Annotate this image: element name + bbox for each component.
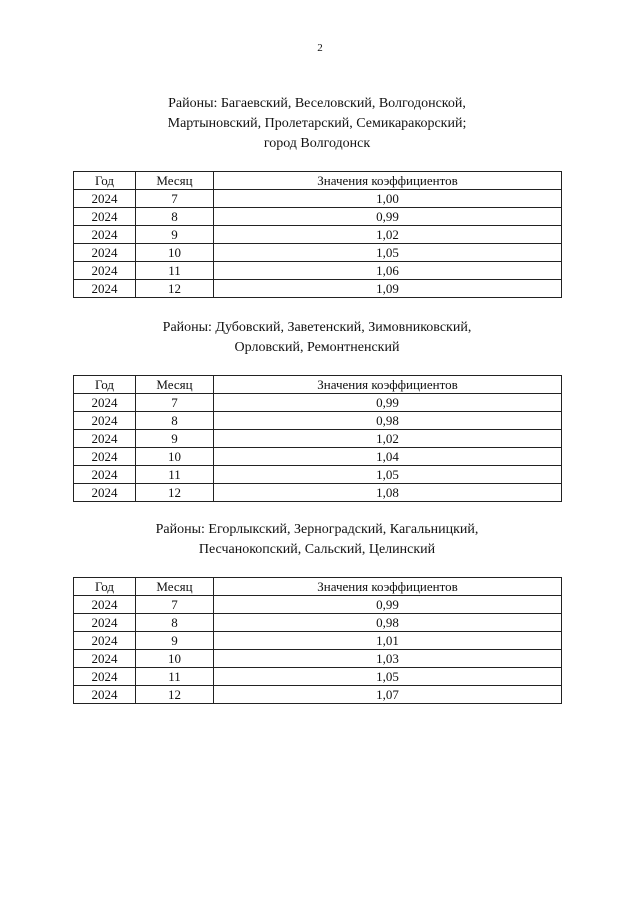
cell-year: 2024 [74,190,136,208]
district-group-2 [73,318,561,502]
district-heading [73,94,561,154]
table-row [74,686,562,704]
header-year: Год [74,578,136,596]
coefficients-table [73,171,562,298]
cell-value: 1,02 [214,430,562,448]
cell-value: 0,99 [214,394,562,412]
table-row [74,430,562,448]
cell-value: 1,09 [214,280,562,298]
header-month: Месяц [136,578,214,596]
heading-line: город Волгодонск [263,136,371,151]
cell-year: 2024 [74,668,136,686]
heading-line: Районы: Багаевский, Веселовский, Волгодонской, [168,96,466,111]
cell-year: 2024 [74,280,136,298]
cell-year: 2024 [74,244,136,262]
cell-year: 2024 [74,412,136,430]
cell-value: 1,05 [214,668,562,686]
table-row [74,668,562,686]
table-row [74,448,562,466]
cell-value: 1,05 [214,244,562,262]
table-row [74,226,562,244]
cell-year: 2024 [74,596,136,614]
header-year: Год [74,172,136,190]
table-row [74,596,562,614]
cell-month: 10 [136,650,214,668]
cell-month: 7 [136,190,214,208]
cell-year: 2024 [74,208,136,226]
cell-month: 9 [136,226,214,244]
cell-value: 0,99 [214,596,562,614]
cell-month: 10 [136,244,214,262]
table-row [74,412,562,430]
cell-month: 12 [136,484,214,502]
coefficients-table [73,375,562,502]
cell-month: 12 [136,686,214,704]
cell-year: 2024 [74,614,136,632]
table-header-row [74,172,562,190]
heading-line: Районы: Дубовский, Заветенский, Зимовниковский, [162,320,472,335]
cell-month: 10 [136,448,214,466]
table-row [74,244,562,262]
table-row [74,262,562,280]
heading-line: Орловский, Ремонтненский [234,340,400,355]
district-group-3 [73,520,561,704]
cell-month: 12 [136,280,214,298]
cell-value: 1,01 [214,632,562,650]
cell-month: 8 [136,412,214,430]
district-heading [73,318,561,358]
cell-value: 1,04 [214,448,562,466]
table-row [74,484,562,502]
header-value: Значения коэффициентов [214,172,562,190]
cell-month: 7 [136,394,214,412]
cell-month: 8 [136,208,214,226]
cell-value: 1,08 [214,484,562,502]
table-row [74,190,562,208]
cell-year: 2024 [74,226,136,244]
cell-year: 2024 [74,394,136,412]
table-row [74,632,562,650]
cell-value: 1,02 [214,226,562,244]
cell-month: 11 [136,668,214,686]
cell-year: 2024 [74,430,136,448]
cell-year: 2024 [74,686,136,704]
cell-value: 1,03 [214,650,562,668]
header-month: Месяц [136,172,214,190]
cell-value: 0,98 [214,614,562,632]
district-group-1 [73,94,561,298]
cell-month: 9 [136,632,214,650]
cell-year: 2024 [74,632,136,650]
cell-year: 2024 [74,466,136,484]
header-value: Значения коэффициентов [214,376,562,394]
table-header-row [74,578,562,596]
table-header-row [74,376,562,394]
table-row [74,208,562,226]
cell-year: 2024 [74,262,136,280]
cell-year: 2024 [74,448,136,466]
cell-month: 8 [136,614,214,632]
table-row [74,614,562,632]
heading-line: Мартыновский, Пролетарский, Семикаракорский; [167,116,467,131]
cell-year: 2024 [74,650,136,668]
cell-value: 1,07 [214,686,562,704]
table-row [74,650,562,668]
header-year: Год [74,376,136,394]
heading-line: Районы: Егорлыкский, Зерноградский, Кагальницкий, [155,522,479,537]
cell-value: 0,98 [214,412,562,430]
page-number: 2 [317,42,323,54]
cell-month: 11 [136,466,214,484]
district-heading [73,520,561,560]
header-value: Значения коэффициентов [214,578,562,596]
cell-month: 7 [136,596,214,614]
cell-value: 1,05 [214,466,562,484]
table-row [74,280,562,298]
cell-year: 2024 [74,484,136,502]
table-row [74,466,562,484]
cell-month: 11 [136,262,214,280]
cell-value: 1,06 [214,262,562,280]
cell-value: 0,99 [214,208,562,226]
table-row [74,394,562,412]
cell-value: 1,00 [214,190,562,208]
cell-month: 9 [136,430,214,448]
coefficients-table [73,577,562,704]
heading-line: Песчанокопский, Сальский, Целинский [198,542,436,557]
header-month: Месяц [136,376,214,394]
